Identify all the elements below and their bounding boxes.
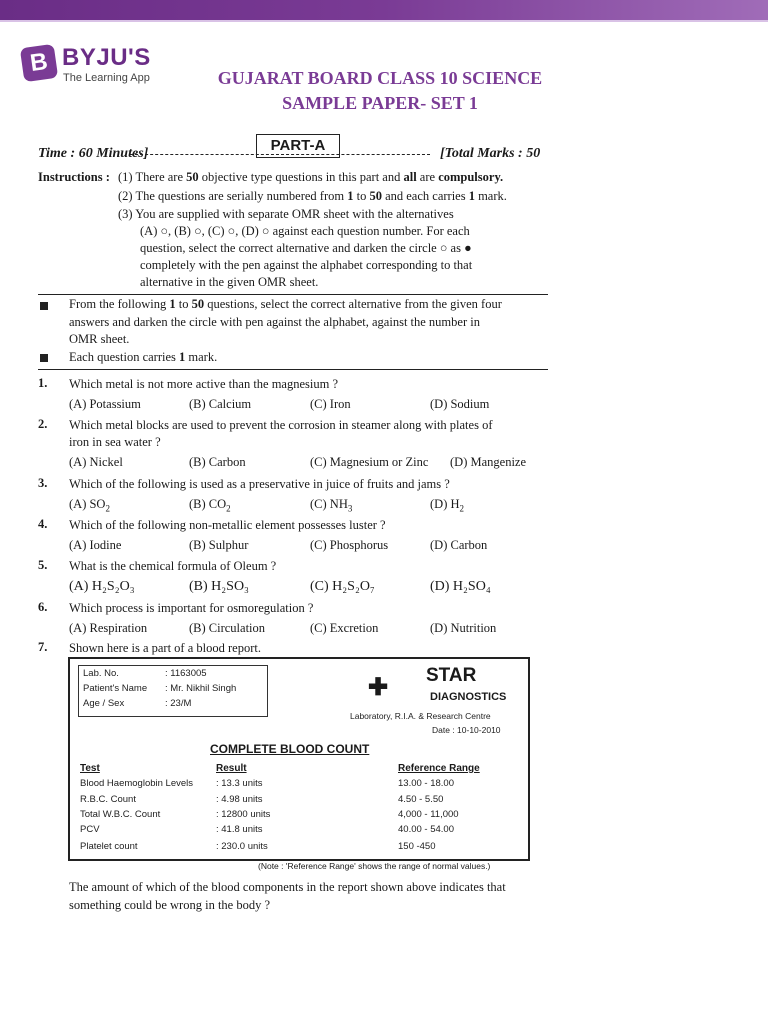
option-a: (A) Iodine (69, 538, 122, 552)
instruction-3-line-5: alternative in the given OMR sheet. (140, 275, 319, 289)
question-text: Which process is important for osmoregulation ? (69, 601, 314, 615)
option-c: (C) Magnesium or Zinc (310, 455, 429, 469)
option-a (69, 497, 110, 514)
question-text: Which metal is not more active than the magnesium ? (69, 377, 339, 391)
table-row-result: : 13.3 units (216, 778, 263, 789)
option-b: (B) Carbon (189, 455, 246, 469)
instruction-2-part: mark. (478, 189, 507, 203)
age-sex-label: Age / Sex (83, 698, 125, 709)
option-a: (A) H₂S₂O₃ (69, 579, 135, 594)
note-2-part: Each question carries (69, 350, 176, 364)
time-label: Time : 60 Minutes] (38, 146, 149, 161)
subscript: 2 (226, 503, 231, 514)
instruction-1-part: objective type questions in this part and (201, 170, 401, 184)
report-date: Date : 10-10-2010 (432, 725, 501, 735)
option-c: (C) Excretion (310, 621, 379, 635)
note-2 (69, 349, 217, 366)
option-d (430, 497, 464, 514)
subscript: 2 (105, 503, 110, 514)
patient-info-box (78, 665, 268, 717)
instruction-3-line-2: (A) ○, (B) ○, (C) ○, (D) ○ against each question number. For each (140, 224, 470, 238)
document-title-line-1: GUJARAT BOARD CLASS 10 SCIENCE (217, 68, 543, 88)
option-b (189, 497, 231, 514)
table-row-result: : 41.8 units (216, 824, 263, 835)
table-row-test: Platelet count (80, 841, 138, 852)
report-note: (Note : 'Reference Range' shows the range of normal values.) (258, 861, 491, 871)
table-row-range: 40.00 - 54.00 (398, 824, 454, 835)
question-text: Which of the following non-metallic element possesses luster ? (69, 518, 386, 532)
part-label: PART-A (256, 134, 340, 158)
question-text: Shown here is a part of a blood report. (69, 641, 261, 655)
option-d: (D) H₂SO₄ (430, 579, 491, 594)
lab-no-label: Lab. No. (83, 668, 119, 679)
option-b: (B) H₂SO₃ (189, 579, 249, 594)
section-divider (38, 369, 548, 370)
note-1-line-1 (69, 296, 559, 313)
followup-question-line-2: something could be wrong in the body ? (69, 898, 271, 912)
instruction-3-line-3: question, select the correct alternative and darken the circle ○ as ● (140, 241, 472, 255)
note-1-part: to (178, 297, 189, 311)
instruction-1-part: compulsory. (438, 170, 504, 184)
medical-cross-icon: ✚ (368, 674, 389, 701)
lab-no-value: : 1163005 (165, 668, 207, 679)
question-number: 7. (38, 640, 48, 654)
top-accent-bar (0, 0, 768, 20)
question-number: 2. (38, 417, 48, 431)
question-number: 5. (38, 558, 48, 572)
instruction-2-part: and each carries (385, 189, 466, 203)
bullet-icon (40, 354, 48, 362)
instruction-1-part: 50 (186, 170, 199, 184)
bullet-icon (40, 302, 48, 310)
column-header-range: Reference Range (398, 763, 480, 774)
option-b: (B) Circulation (189, 621, 266, 635)
note-1-part: questions, select the correct alternative from the given four (207, 297, 502, 311)
option-c-formula: (C) NH (310, 497, 348, 511)
question-number: 1. (38, 376, 48, 390)
table-row-range: 4.50 - 5.50 (398, 794, 444, 805)
instruction-1-part: are (419, 170, 436, 184)
table-row-test: R.B.C. Count (80, 794, 136, 805)
option-d: (D) Carbon (430, 538, 488, 552)
patient-name-value: : Mr. Nikhil Singh (165, 683, 237, 694)
table-row-result: : 230.0 units (216, 841, 268, 852)
logo-tagline: The Learning App (63, 72, 150, 84)
option-b-formula: (B) CO (189, 497, 227, 511)
note-1-line-2: answers and darken the circle with pen against the alphabet, against the number in (69, 315, 480, 329)
header-divider (130, 154, 430, 155)
option-d-formula: (D) H (430, 497, 460, 511)
table-row-range: 13.00 - 18.00 (398, 778, 454, 789)
report-heading: COMPLETE BLOOD COUNT (210, 742, 370, 756)
note-1-part: From the following (69, 297, 167, 311)
lab-name: STAR (426, 665, 477, 686)
option-c: (C) Iron (310, 397, 351, 411)
question-text: What is the chemical formula of Oleum ? (69, 559, 277, 573)
table-row-result: : 12800 units (216, 809, 271, 820)
instruction-2-part: to (356, 189, 367, 203)
instruction-3-line-4: completely with the pen against the alphabet corresponding to that (140, 258, 473, 272)
instructions-label: Instructions : (38, 170, 110, 184)
instruction-1-part: all (403, 170, 417, 184)
note-1-part: 1 (169, 297, 176, 311)
column-header-test: Test (80, 763, 100, 774)
note-1-line-3: OMR sheet. (69, 332, 130, 346)
option-b: (B) Calcium (189, 397, 252, 411)
instruction-3: (3) You are supplied with separate OMR sheet with the alternatives (118, 207, 454, 221)
option-a: (A) Potassium (69, 397, 141, 411)
table-row-range: 150 -450 (398, 841, 436, 852)
note-1-part: 50 (191, 297, 205, 311)
option-c: (C) H₂S₂O₇ (310, 579, 375, 594)
option-c: (C) Phosphorus (310, 538, 389, 552)
option-c (310, 497, 352, 514)
question-number: 6. (38, 600, 48, 614)
logo-mark: B (20, 44, 58, 82)
column-header-result: Result (216, 763, 247, 774)
lab-subtitle: DIAGNOSTICS (430, 691, 507, 703)
section-divider (38, 294, 548, 295)
instruction-2-part: 50 (369, 189, 382, 203)
logo-name: BYJU'S (62, 44, 151, 71)
instruction-2-part: 1 (347, 189, 354, 203)
instruction-2 (118, 188, 558, 205)
byjus-logo (22, 44, 162, 90)
table-row-test: Blood Haemoglobin Levels (80, 778, 194, 789)
question-text: Which of the following is used as a preservative in juice of fruits and jams ? (69, 477, 450, 491)
question-number: 4. (38, 517, 48, 531)
followup-question-line-1: The amount of which of the blood components in the report shown above indicates that (69, 880, 506, 894)
document-title-line-2: SAMPLE PAPER- SET 1 (282, 93, 478, 113)
option-a: (A) Respiration (69, 621, 148, 635)
table-row-range: 4,000 - 11,000 (398, 809, 459, 820)
lab-centre: Laboratory, R.I.A. & Research Centre (350, 711, 491, 721)
total-marks-label: [Total Marks : 50 (440, 146, 541, 161)
option-b: (B) Sulphur (189, 538, 249, 552)
table-row-result: : 4.98 units (216, 794, 263, 805)
instructions-block (38, 169, 110, 186)
table-row-test: PCV (80, 824, 100, 835)
instruction-1 (118, 169, 558, 186)
age-sex-value: : 23/M (165, 698, 192, 709)
blood-report (68, 657, 530, 861)
note-2-part: 1 (179, 350, 186, 364)
instruction-2-part: (2) The questions are serially numbered from (118, 189, 345, 203)
table-row-test: Total W.B.C. Count (80, 809, 161, 820)
subscript: 3 (347, 503, 353, 514)
option-a: (A) Nickel (69, 455, 123, 469)
note-2-part: mark. (188, 350, 218, 364)
instruction-1-part: (1) There are (118, 170, 184, 184)
option-d: (D) Mangenize (450, 455, 527, 469)
subscript: 2 (459, 503, 465, 514)
question-text: Which metal blocks are used to prevent the corrosion in steamer along with plates of (69, 418, 493, 432)
option-d: (D) Nutrition (430, 621, 497, 635)
option-d: (D) Sodium (430, 397, 490, 411)
question-text-continued: iron in sea water ? (69, 435, 161, 449)
instruction-2-part: 1 (468, 189, 475, 203)
option-a-formula: (A) SO (69, 497, 106, 511)
question-number: 3. (38, 476, 48, 490)
patient-name-label: Patient's Name (83, 683, 148, 694)
